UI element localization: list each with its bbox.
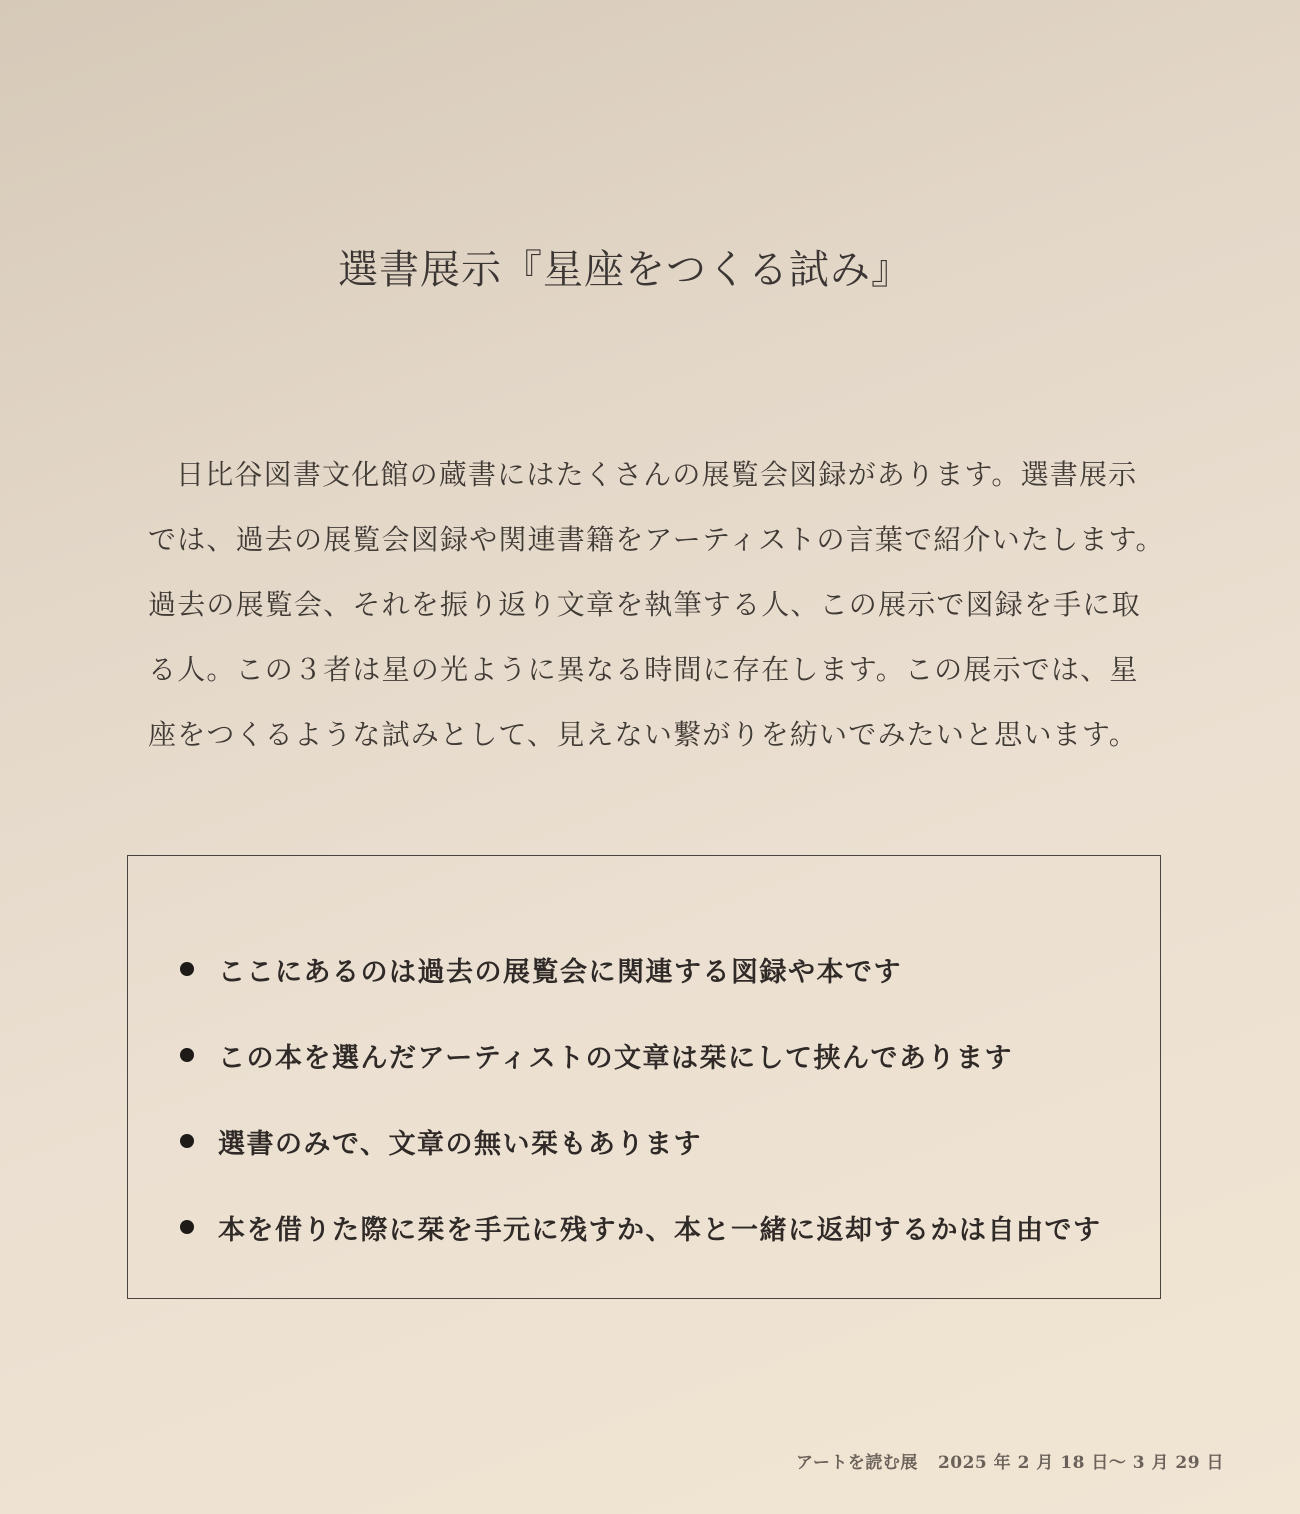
bullet-icon	[180, 1220, 194, 1234]
list-item	[180, 1184, 1102, 1270]
note-text: この本を選んだアーティストの文章は栞にして挟んであります	[218, 1042, 1014, 1074]
footer-exhibition: アートを読む展	[795, 1453, 918, 1473]
bullet-icon	[180, 1134, 194, 1148]
list-item	[180, 1012, 1102, 1098]
bullet-icon	[180, 962, 194, 976]
note-text: ここにあるのは過去の展覧会に関連する図録や本です	[218, 956, 902, 988]
intro-line: では、過去の展覧会図録や関連書籍をアーティストの言葉で紹介いたします。	[148, 523, 1165, 556]
footer-dates: 2025 年 2 月 18 日〜 3 月 29 日	[937, 1453, 1224, 1473]
footer	[796, 1448, 1224, 1473]
intro-line: 日比谷図書文化館の蔵書にはたくさんの展覧会図録があります。選書展示	[176, 458, 1138, 491]
intro-paragraph	[148, 442, 1165, 767]
note-text: 本を借りた際に栞を手元に残すか、本と一緒に返却するかは自由です	[218, 1214, 1102, 1246]
bullet-icon	[180, 1048, 194, 1062]
notes-list	[180, 926, 1102, 1270]
intro-line: る人。この３者は星の光ように異なる時間に存在します。この展示では、星	[148, 653, 1139, 686]
list-item	[180, 926, 1102, 1012]
intro-line: 過去の展覧会、それを振り返り文章を執筆する人、この展示で図録を手に取	[148, 588, 1141, 621]
page-title: 選書展示『星座をつくる試み』	[338, 247, 912, 293]
intro-line: 座をつくるような試みとして、見えない繋がりを紡いでみたいと思います。	[148, 718, 1139, 751]
note-text: 選書のみで、文章の無い栞もあります	[218, 1128, 702, 1160]
list-item	[180, 1098, 1102, 1184]
notes-box	[127, 855, 1161, 1299]
